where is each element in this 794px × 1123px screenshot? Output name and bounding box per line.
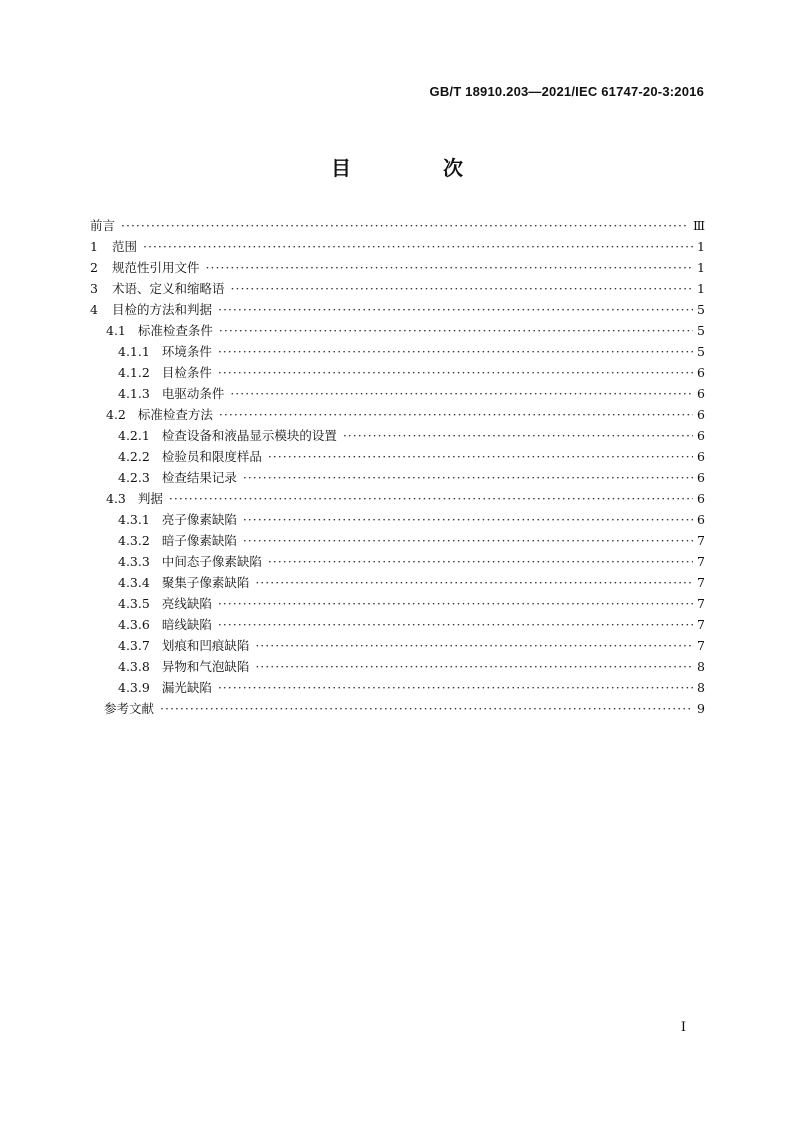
toc-leader-dots	[255, 572, 693, 593]
toc-entry[interactable]	[90, 278, 705, 299]
toc-entry-page: 6	[697, 470, 705, 485]
toc-leader-dots	[218, 299, 693, 320]
toc-leader-dots	[243, 530, 693, 551]
toc-entry-label: 术语、定义和缩略语	[112, 281, 225, 296]
toc-entry-label: 检验员和限度样品	[161, 449, 262, 464]
toc-leader-dots	[268, 551, 693, 572]
toc-entry-label: 目检的方法和判据	[112, 302, 213, 317]
toc-entry-label: 参考文献	[104, 701, 155, 716]
toc-entry[interactable]	[90, 530, 705, 551]
toc-entry[interactable]	[90, 320, 705, 341]
toc-entry-label: 判据	[137, 491, 163, 506]
toc-entry-number: 4.1.1	[118, 344, 150, 359]
toc-entry-page: 6	[697, 512, 705, 527]
toc-entry[interactable]	[90, 299, 705, 320]
toc-entry-label: 标准检查条件	[137, 323, 213, 338]
toc-entry-number: 4.2.1	[118, 428, 150, 443]
toc-entry[interactable]	[90, 341, 705, 362]
toc-entry-number: 4.3.5	[118, 596, 150, 611]
toc-entry-label: 漏光缺陷	[161, 680, 212, 695]
toc-entry[interactable]	[90, 215, 705, 236]
toc-entry-label: 规范性引用文件	[112, 260, 200, 275]
toc-entry-number: 3	[90, 281, 98, 296]
toc-leader-dots	[218, 341, 693, 362]
toc-entry[interactable]	[90, 614, 705, 635]
toc-entry-page: Ⅲ	[692, 218, 705, 233]
toc-entry-page: 7	[697, 596, 705, 611]
toc-entry-page: 5	[697, 323, 705, 338]
toc-leader-dots	[206, 257, 693, 278]
toc-entry[interactable]	[90, 404, 705, 425]
toc-entry-label: 环境条件	[161, 344, 212, 359]
toc-entry-page: 6	[697, 428, 705, 443]
toc-leader-dots	[255, 635, 693, 656]
toc-leader-dots	[218, 677, 693, 698]
toc-entry[interactable]	[90, 551, 705, 572]
toc-entry-label: 划痕和凹痕缺陷	[161, 638, 250, 653]
toc-entry-page: 8	[697, 659, 705, 674]
toc-entry-page: 6	[697, 407, 705, 422]
toc-entry[interactable]	[90, 635, 705, 656]
toc-entry-page: 7	[697, 533, 705, 548]
toc-entry-label: 前言	[90, 218, 116, 233]
toc-entry-page: 6	[697, 491, 705, 506]
toc-entry-number: 4.3.8	[118, 659, 150, 674]
toc-entry[interactable]	[90, 593, 705, 614]
toc-entry-label: 标准检查方法	[137, 407, 213, 422]
toc-entry-number: 4.2.3	[118, 470, 150, 485]
toc-entry[interactable]	[90, 257, 705, 278]
toc-entry[interactable]	[90, 446, 705, 467]
toc-entry-number: 1	[90, 239, 98, 254]
toc-entry-label: 目检条件	[161, 365, 212, 380]
toc-leader-dots	[160, 698, 693, 719]
toc-entry-number: 4.1	[106, 323, 126, 338]
toc-entry-label: 检查设备和液晶显示模块的设置	[161, 428, 337, 443]
toc-leader-dots	[143, 236, 693, 257]
toc-entry-number: 4.1.3	[118, 386, 150, 401]
toc-leader-dots	[268, 446, 693, 467]
toc-entry-page: 5	[697, 344, 705, 359]
table-of-contents	[90, 215, 705, 719]
toc-leader-dots	[343, 425, 693, 446]
toc-entry-page: 7	[697, 554, 705, 569]
toc-leader-dots	[231, 278, 693, 299]
toc-entry[interactable]	[90, 488, 705, 509]
toc-leader-dots	[243, 467, 693, 488]
toc-entry-label: 聚集子像素缺陷	[161, 575, 250, 590]
toc-entry-page: 8	[697, 680, 705, 695]
toc-entry-page: 1	[697, 281, 705, 296]
toc-entry[interactable]	[90, 698, 705, 719]
standard-code: GB/T 18910.203—2021/IEC 61747-20-3:2016	[429, 84, 704, 99]
toc-entry-page: 6	[697, 365, 705, 380]
toc-leader-dots	[218, 362, 693, 383]
toc-entry-page: 5	[697, 302, 705, 317]
toc-entry-page: 6	[697, 449, 705, 464]
toc-entry-label: 范围	[112, 239, 138, 254]
toc-leader-dots	[219, 320, 693, 341]
toc-entry[interactable]	[90, 425, 705, 446]
toc-leader-dots	[219, 404, 693, 425]
toc-entry-number: 4.3.6	[118, 617, 150, 632]
toc-entry-page: 1	[697, 239, 705, 254]
toc-entry-page: 6	[697, 386, 705, 401]
toc-entry-number: 2	[90, 260, 98, 275]
toc-leader-dots	[243, 509, 693, 530]
toc-entry-label: 暗线缺陷	[161, 617, 212, 632]
toc-leader-dots	[218, 593, 693, 614]
toc-entry-number: 4.3.9	[118, 680, 150, 695]
page-number: Ⅰ	[680, 1020, 686, 1035]
toc-entry-page: 7	[697, 575, 705, 590]
toc-leader-dots	[169, 488, 693, 509]
toc-entry-number: 4.2	[106, 407, 126, 422]
toc-entry-label: 暗子像素缺陷	[161, 533, 237, 548]
toc-entry-number: 4.3.4	[118, 575, 150, 590]
toc-entry-label: 亮子像素缺陷	[161, 512, 237, 527]
toc-entry-number: 4.3.2	[118, 533, 150, 548]
toc-entry[interactable]	[90, 362, 705, 383]
page-title: 目 次	[331, 156, 499, 180]
toc-entry-page: 7	[697, 617, 705, 632]
toc-entry-number: 4.3.3	[118, 554, 150, 569]
toc-leader-dots	[218, 614, 693, 635]
toc-entry-label: 亮线缺陷	[161, 596, 212, 611]
toc-leader-dots	[230, 383, 693, 404]
toc-entry[interactable]	[90, 236, 705, 257]
toc-entry[interactable]	[90, 383, 705, 404]
toc-entry[interactable]	[90, 656, 705, 677]
toc-leader-dots	[255, 656, 693, 677]
toc-entry-page: 1	[697, 260, 705, 275]
toc-entry[interactable]	[90, 467, 705, 488]
toc-entry-label: 电驱动条件	[161, 386, 225, 401]
toc-leader-dots	[121, 215, 689, 236]
toc-entry-label: 中间态子像素缺陷	[161, 554, 262, 569]
toc-entry[interactable]	[90, 509, 705, 530]
toc-entry-number: 4.3	[106, 491, 126, 506]
toc-entry-number: 4.3.7	[118, 638, 150, 653]
toc-entry-label: 检查结果记录	[161, 470, 237, 485]
toc-entry-page: 9	[697, 701, 705, 716]
toc-entry-number: 4.1.2	[118, 365, 150, 380]
toc-entry[interactable]	[90, 572, 705, 593]
toc-entry-number: 4.3.1	[118, 512, 150, 527]
toc-entry-label: 异物和气泡缺陷	[161, 659, 250, 674]
toc-entry-number: 4	[90, 302, 98, 317]
toc-entry[interactable]	[90, 677, 705, 698]
toc-entry-page: 7	[697, 638, 705, 653]
toc-entry-number: 4.2.2	[118, 449, 150, 464]
